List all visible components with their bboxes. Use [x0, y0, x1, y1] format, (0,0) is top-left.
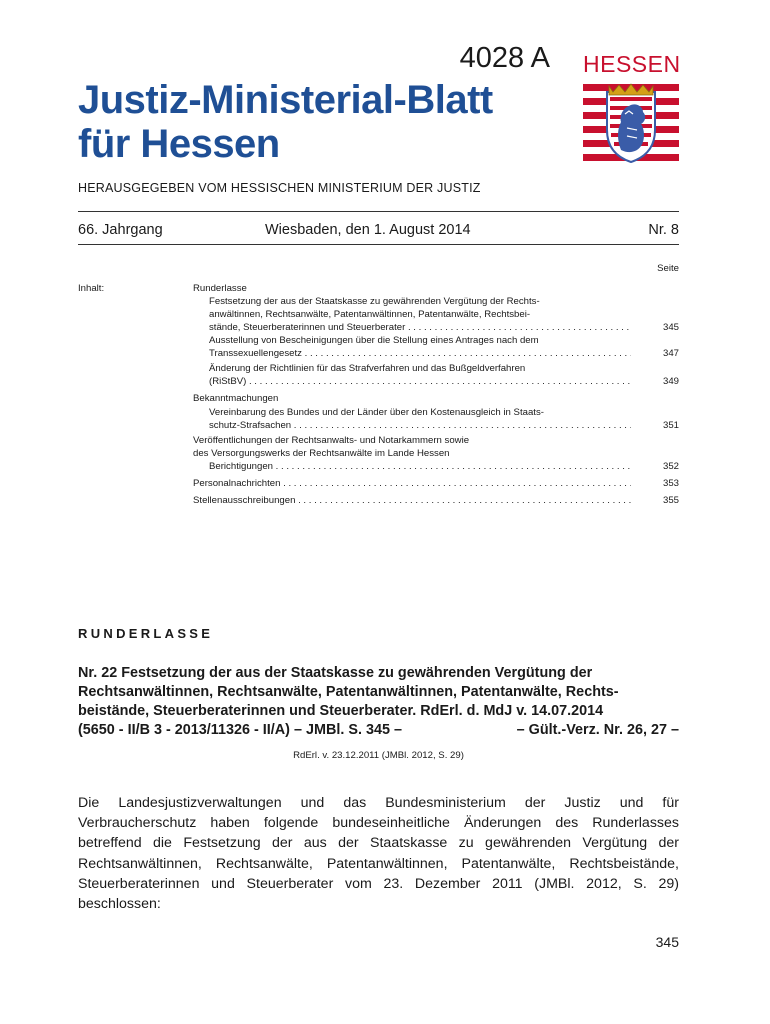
journal-title-line2: für Hessen: [78, 122, 280, 166]
toc-entry: Festsetzung der aus der Staatskasse zu gewährenden Vergütung der Rechts-: [209, 296, 540, 307]
toc-entry: [209, 321, 631, 334]
place-date: Wiesbaden, den 1. August 2014: [265, 222, 471, 238]
toc-entry-text: Berichtigungen . . .: [209, 461, 631, 472]
toc-entry: [209, 347, 631, 360]
toc-page: 355: [662, 495, 679, 506]
toc-entry: [209, 375, 631, 388]
toc-entry: [209, 460, 631, 473]
toc-page: 352: [662, 461, 679, 472]
toc-entry: Ausstellung von Bescheinigungen über die Stellung eines Antrages nach dem: [209, 335, 539, 346]
issue-code: 4028 A: [459, 42, 550, 74]
contents-label: Inhalt:: [78, 283, 105, 294]
state-name: HESSEN: [583, 51, 681, 77]
toc-page: 349: [662, 376, 679, 387]
publisher-line: HERAUSGEGEBEN VOM HESSISCHEN MINISTERIUM DER JUSTIZ: [78, 181, 481, 195]
toc-entry: anwältinnen, Rechtsanwälte, Patentanwältinnen, Patentanwälte, Rechtsbei-: [209, 309, 531, 320]
toc-heading-veroeffentlichungen-cont: des Versorgungswerks der Rechtsanwälte im Lande Hessen: [193, 448, 450, 459]
toc-entry-text: (RiStBV) . . .: [209, 376, 630, 387]
journal-title-line1: Justiz-Ministerial-Blatt: [78, 78, 493, 122]
toc-entry-text: schutz-Strafsachen . . .: [209, 420, 631, 431]
decree-file-number: (5650 - II/B 3 - 2013/11326 - II/A) – JMBl. S. 345 –: [78, 722, 402, 738]
toc-entry-text: stände, Steuerberaterinnen und Steuerberater . . .: [209, 322, 631, 333]
toc-entry: Änderung der Richtlinien für das Strafverfahren und das Bußgeldverfahren: [209, 363, 526, 374]
issue-number: Nr. 8: [648, 222, 679, 238]
toc-page: 345: [662, 322, 679, 333]
divider: [78, 244, 679, 245]
toc-entry-personalnachrichten: [193, 477, 631, 490]
toc-entry-text: Transsexuellengesetz . . .: [209, 348, 631, 359]
toc-entry: [209, 419, 631, 432]
page-number: 345: [655, 934, 679, 950]
page-column-header: Seite: [657, 263, 679, 274]
toc-entry-stellenausschreibungen: [193, 494, 631, 507]
decree-heading-line: Nr. 22 Festsetzung der aus der Staatskasse zu gewährenden Vergütung der: [78, 665, 593, 681]
decree-validity-index: – Gült.-Verz. Nr. 26, 27 –: [516, 722, 679, 738]
toc-heading-runderlasse: Runderlasse: [193, 283, 247, 294]
divider: [78, 211, 679, 212]
section-title: RUNDERLASSE: [78, 626, 214, 641]
decree-heading: [78, 664, 679, 721]
decree-heading-line: Rechtsanwältinnen, Rechtsanwälte, Patentanwältinnen, Patentanwälte, Rechts-: [78, 684, 619, 700]
toc-page: 353: [662, 478, 679, 489]
toc-heading-veroeffentlichungen: Veröffentlichungen der Rechtsanwalts- und Notarkammern sowie: [193, 435, 470, 446]
toc-page: 347: [662, 348, 679, 359]
decree-reference-line: [78, 721, 679, 740]
toc-page: 351: [662, 420, 679, 431]
volume: 66. Jahrgang: [78, 222, 163, 238]
reference-note: RdErl. v. 23.12.2011 (JMBl. 2012, S. 29): [293, 750, 464, 761]
toc-heading-bekanntmachungen: Bekanntmachungen: [193, 393, 279, 404]
toc-entry-text: Stellenausschreibungen . . .: [193, 495, 631, 506]
hessen-coat-of-arms-icon: [583, 80, 679, 166]
decree-heading-line: beistände, Steuerberaterinnen und Steuerberater. RdErl. d. MdJ v. 14.07.2014: [78, 703, 604, 719]
body-paragraph: Die Landesjustizverwaltungen und das Bundesministerium der Justiz und für Verbraucherschutz haben folgende bundeseinheitliche Änderungen des Runderlasses betreffend die Festsetzung der aus der Staatskasse zu gewährenden Vergütung der Rechtsanwältinnen, Rechtsanwälte, Patentanwältinnen, Patentanwälte, Rechtsbeistände, Steuerberaterinnen und Steuerberater vom 23. Dezember 2011 (JMBl. 2012, S. 29) beschlossen:: [78, 795, 679, 913]
toc-entry: Vereinbarung des Bundes und der Länder über den Kostenausgleich in Staats-: [209, 407, 544, 418]
toc-entry-text: Personalnachrichten . . .: [193, 478, 631, 489]
